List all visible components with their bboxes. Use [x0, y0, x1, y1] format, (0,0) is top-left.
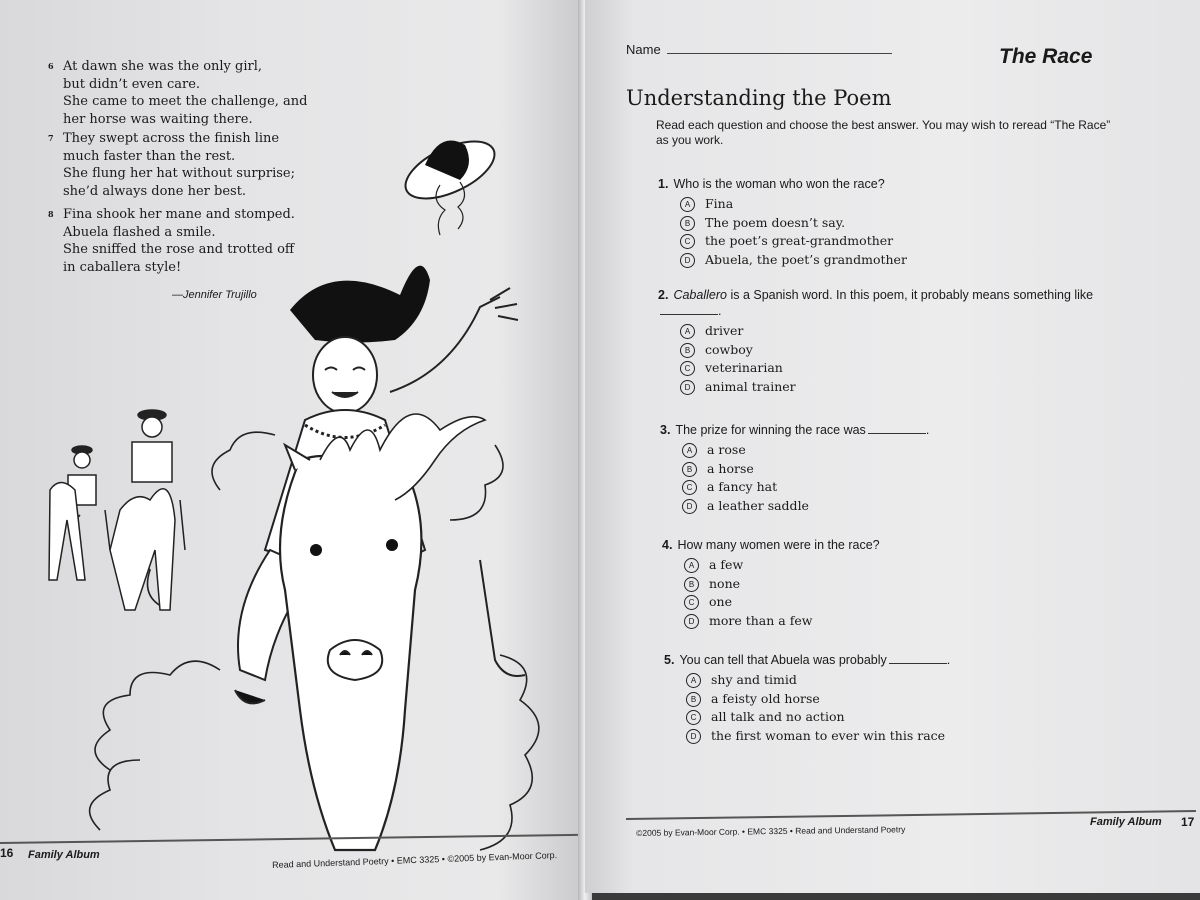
option-bubble[interactable]: C — [680, 361, 695, 376]
option-bubble[interactable]: D — [686, 729, 701, 744]
question-3: 3. The prize for winning the race was . A a rose B a horse C a fancy hat D a leather saddle — [660, 422, 1120, 515]
option-bubble[interactable]: D — [680, 380, 695, 395]
option-bubble[interactable]: B — [684, 577, 699, 592]
answer-option[interactable] — [684, 556, 1122, 575]
left-page — [0, 0, 585, 900]
stanza-number: 8 — [48, 209, 54, 219]
poem-line: her horse was waiting there. — [63, 111, 253, 127]
option-text: all talk and no action — [711, 709, 845, 724]
poem-line: She flung her hat without surprise; — [63, 166, 296, 181]
horse-icon — [280, 414, 485, 850]
option-text: one — [709, 594, 732, 609]
option-text: a leather saddle — [707, 497, 809, 513]
option-bubble[interactable]: B — [682, 462, 697, 477]
answer-option[interactable] — [684, 612, 1122, 631]
section-title: Understanding the Poem — [626, 86, 892, 110]
name-field[interactable] — [667, 53, 892, 54]
answer-option[interactable] — [682, 497, 1120, 516]
answer-option[interactable] — [680, 214, 1118, 233]
question-stem: How many women were in the race? — [677, 538, 880, 552]
name-label: Name — [626, 42, 661, 57]
option-bubble[interactable]: A — [680, 324, 695, 339]
answer-blank — [868, 433, 926, 434]
answer-option[interactable] — [684, 575, 1122, 594]
poem-line: Fina shook her mane and stomped. — [63, 207, 295, 222]
footer-credit: Read and Understand Poetry • EMC 3325 • ©2005 by Evan-Moor Corp. — [272, 850, 558, 870]
answer-option[interactable] — [684, 593, 1122, 612]
option-text: The poem doesn’t say. — [705, 214, 846, 230]
option-text: none — [709, 575, 741, 591]
poem-line: in caballera style! — [63, 259, 182, 275]
footer-credit: ©2005 by Evan-Moor Corp. • EMC 3325 • Read and Understand Poetry — [636, 824, 906, 838]
option-bubble[interactable]: D — [680, 253, 695, 268]
answer-option[interactable] — [682, 478, 1120, 497]
question-number: 2. — [658, 288, 669, 302]
stanza-6 — [48, 58, 307, 128]
answer-option[interactable] — [680, 341, 1118, 360]
option-text: Abuela, the poet’s grandmother — [705, 251, 907, 267]
poem-line: They swept across the finish line — [63, 131, 280, 146]
option-bubble[interactable]: A — [684, 558, 699, 573]
option-text: a fancy hat — [707, 479, 778, 494]
question-4 — [662, 537, 1122, 630]
question-1 — [658, 176, 1118, 269]
stanza-number: 6 — [48, 61, 54, 71]
background-riders-icon — [49, 410, 185, 610]
poem-line: She sniffed the rose and trotted off — [63, 242, 295, 257]
option-bubble[interactable]: A — [686, 673, 701, 688]
answer-option[interactable] — [682, 441, 1120, 460]
question-stem: You can tell that Abuela was probably — [679, 653, 887, 667]
option-text: the first woman to ever win this race — [711, 727, 946, 743]
poem-author: —Jennifer Trujillo — [172, 289, 257, 301]
poem-line: She came to meet the challenge, and — [63, 94, 308, 109]
option-bubble[interactable]: B — [680, 216, 695, 231]
question-number: 3. — [660, 423, 671, 437]
answer-option[interactable] — [686, 727, 1124, 746]
option-bubble[interactable]: B — [680, 343, 695, 358]
option-bubble[interactable]: C — [680, 234, 695, 249]
answer-option[interactable] — [680, 251, 1118, 270]
stanza-number: 7 — [48, 133, 54, 143]
answer-option[interactable] — [680, 232, 1118, 251]
question-2: 2. Caballero is a Spanish word. In this poem, it probably means something like. A driver B cowboy C veterinarian D animal trainer — [658, 287, 1118, 396]
option-text: a feisty old horse — [711, 690, 820, 706]
poem-line: she’d always done her best. — [63, 183, 247, 199]
option-bubble[interactable]: D — [684, 614, 699, 629]
instructions: Read each question and choose the best answer. You may wish to reread “The Race” as you work. — [656, 118, 1111, 147]
answer-blank — [889, 663, 947, 664]
option-bubble[interactable]: A — [680, 197, 695, 212]
question-number: 4. — [662, 538, 673, 552]
option-text: the poet’s great-grandmother — [705, 233, 894, 248]
answer-option[interactable] — [680, 359, 1118, 378]
answer-blank — [660, 314, 718, 315]
question-number: 1. — [658, 177, 669, 191]
option-bubble[interactable]: C — [682, 480, 697, 495]
option-text: veterinarian — [705, 360, 783, 375]
option-text: cowboy — [705, 341, 753, 357]
page-number: 17 — [1181, 815, 1195, 829]
option-bubble[interactable]: D — [682, 499, 697, 514]
question-stem: The prize for winning the race was — [675, 423, 866, 437]
option-bubble[interactable]: B — [686, 692, 701, 707]
question-5: 5. You can tell that Abuela was probably . A shy and timid B a feisty old horse C all talk and no action D the first woman to ever win this race — [664, 652, 1124, 745]
option-text: animal trainer — [705, 378, 796, 394]
question-stem-italic: Caballero — [673, 288, 727, 302]
option-bubble[interactable]: C — [686, 710, 701, 725]
option-text: a few — [709, 557, 744, 572]
option-bubble[interactable]: C — [684, 595, 699, 610]
option-text: a horse — [707, 460, 754, 476]
question-stem: is a Spanish word. In this poem, it probably means something like — [730, 288, 1094, 302]
option-bubble[interactable]: A — [682, 443, 697, 458]
question-stem: Who is the woman who won the race? — [673, 177, 885, 191]
poem-line: much faster than the rest. — [63, 148, 236, 164]
option-text: driver — [705, 323, 744, 338]
footer-book-title: Family Album — [1090, 816, 1162, 828]
answer-option[interactable] — [680, 378, 1118, 397]
worksheet-title: The Race — [999, 45, 1093, 68]
poem-line: At dawn she was the only girl, — [63, 59, 263, 74]
answer-option[interactable] — [686, 708, 1124, 727]
option-text: a rose — [707, 442, 746, 457]
option-text: more than a few — [709, 612, 813, 628]
page-number: 16 — [0, 846, 14, 860]
girl-riding-horse-illustration — [20, 130, 580, 860]
answer-option[interactable] — [680, 195, 1118, 214]
answer-option[interactable] — [680, 322, 1118, 341]
poem-line: but didn’t even care. — [63, 76, 201, 92]
question-number: 5. — [664, 653, 675, 667]
answer-option[interactable] — [682, 460, 1120, 479]
poem-line: Abuela flashed a smile. — [63, 224, 216, 240]
sombrero-icon — [397, 130, 503, 235]
answer-option[interactable] — [686, 690, 1124, 709]
option-text: shy and timid — [711, 672, 797, 687]
footer-book-title: Family Album — [28, 849, 100, 861]
answer-option[interactable] — [686, 671, 1124, 690]
option-text: Fina — [705, 196, 734, 211]
